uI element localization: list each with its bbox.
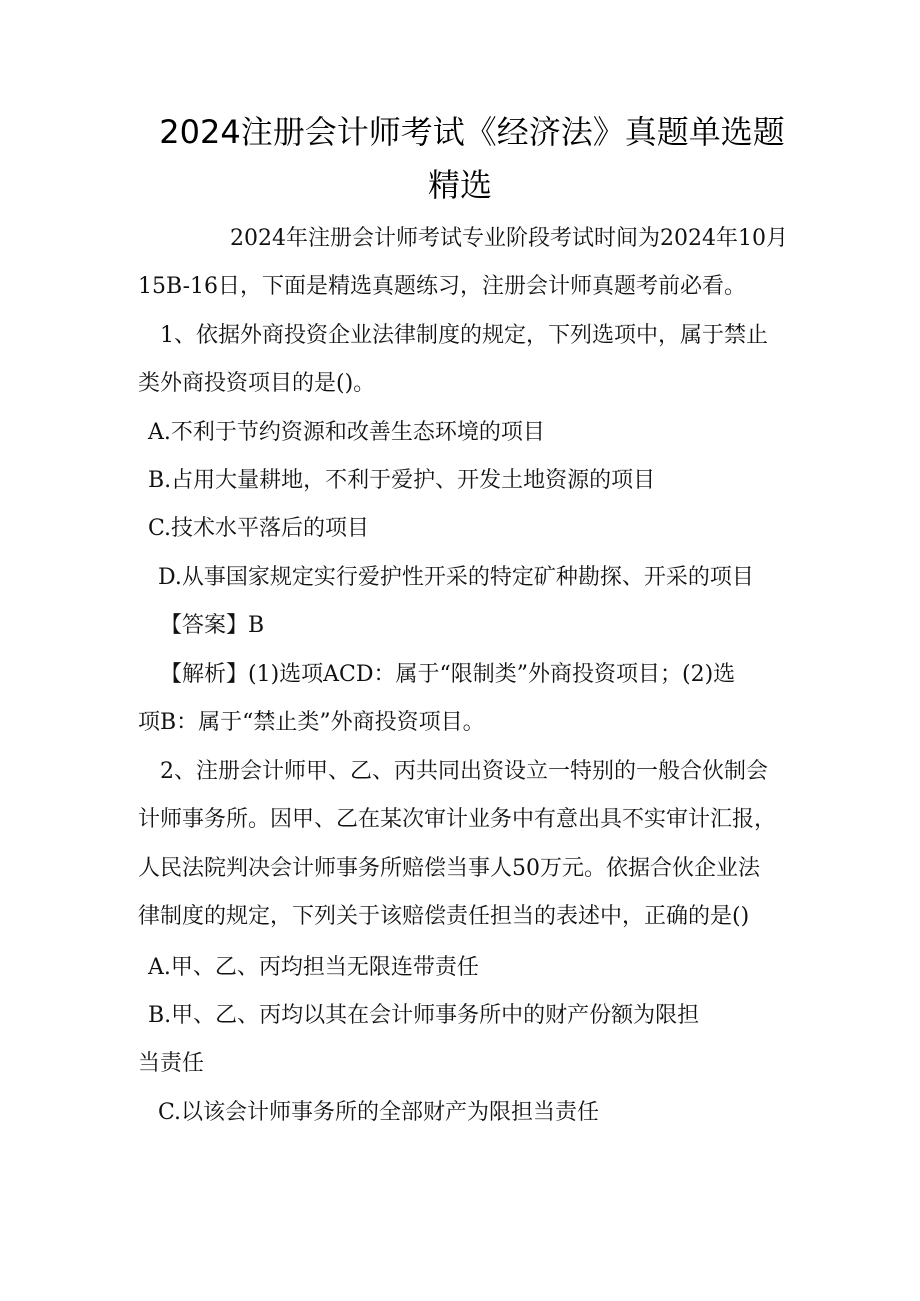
intro-line-2: 15B-16日，下面是精选真题练习，注册会计师真题考前必看。 [138,274,746,299]
question-1-option-b: B.占用大量耕地，不利于爱护、开发土地资源的项目 [148,468,656,493]
question-2-option-b-line-1: B.甲、乙、丙均以其在会计师事务所中的财产份额为限担 [148,1003,700,1028]
question-2-stem-line-3: 人民法院判决会计师事务所赔偿当事人50万元。依据合伙企业法 [138,856,760,881]
question-2-stem-line-2: 计师事务所。因甲、乙在某次审计业务中有意出具不实审计汇报， [138,807,777,832]
question-1-stem-line-1: 1、依据外商投资企业法律制度的规定，下列选项中，属于禁止 [160,323,768,348]
question-2-option-a: A.甲、乙、丙均担当无限连带责任 [148,955,479,980]
question-2-stem-line-4: 律制度的规定，下列关于该赔偿责任担当的表述中，正确的是() [138,904,750,929]
question-1-stem-line-2: 类外商投资项目的是()。 [138,371,376,396]
question-1-analysis-line-1: 【解析】(1)选项ACD：属于“限制类”外商投资项目；(2)选 [160,662,736,687]
question-2-option-c: C.以该会计师事务所的全部财产为限担当责任 [158,1100,600,1125]
document-title-line-1: 2024注册会计师考试《经济法》真题单选题 [159,113,785,151]
intro-line-1: 2024年注册会计师考试专业阶段考试时间为2024年10月 [230,226,788,251]
question-2-stem-line-1: 2、注册会计师甲、乙、丙共同出资设立一特别的一般合伙制会 [160,759,768,784]
question-1-analysis-line-2: 项B：属于“禁止类”外商投资项目。 [138,710,485,735]
question-1-option-d: D.从事国家规定实行爱护性开采的特定矿种勘探、开采的项目 [158,565,754,590]
question-1-option-a: A.不利于节约资源和改善生态环境的项目 [148,420,545,445]
document-title-line-2: 精选 [427,166,492,204]
question-2-option-b-line-2: 当责任 [138,1051,205,1076]
question-1-answer: 【答案】B [160,613,265,638]
question-1-option-c: C.技术水平落后的项目 [148,516,370,541]
